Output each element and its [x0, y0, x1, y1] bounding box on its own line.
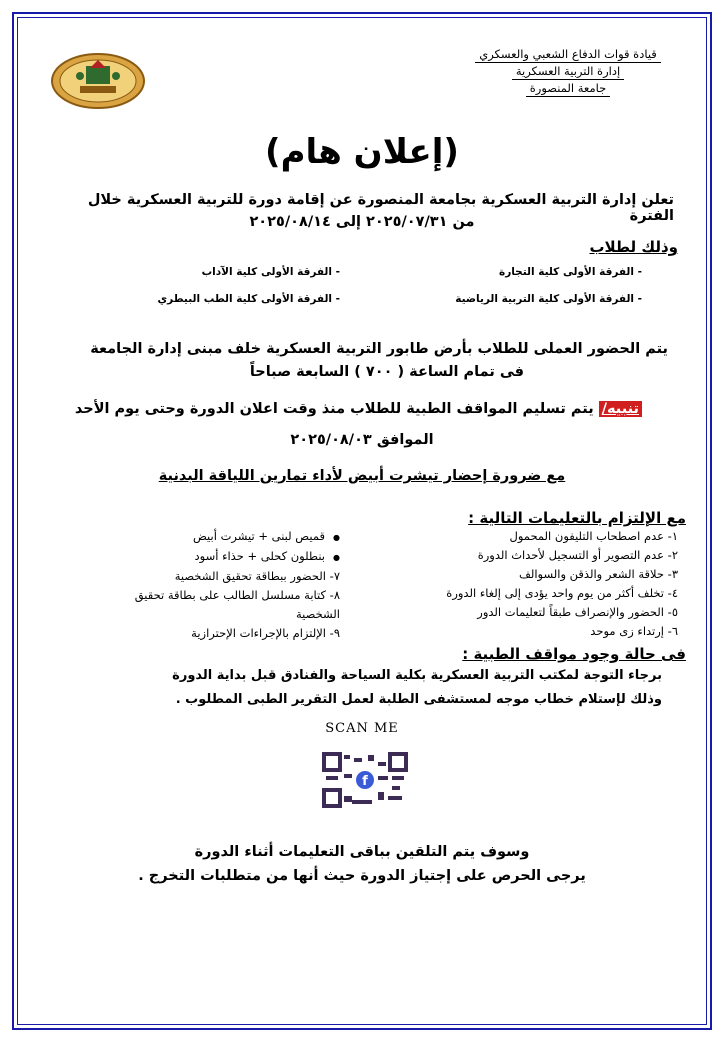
footer-line: يرجى الحرص على إجتياز الدورة حيث أنها من متطلبات التخرج .: [138, 868, 586, 884]
header-line: إدارة التربية العسكرية: [512, 63, 624, 80]
medical-line: برجاء التوجة لمكتب التربية العسكرية بكلية السياحة والفنادق قبل بداية الدورة: [172, 668, 662, 683]
warning-label: تنبيه/: [599, 401, 642, 417]
uniform-item: ● بنطلون كحلى + حذاء أسود: [100, 547, 340, 567]
student-group: - الفرقة الأولى كلية الطب البيطري: [157, 293, 340, 305]
student-group: - الفرقة الأولى كلية التجارة: [499, 266, 642, 278]
footer-line: وسوف يتم التلقين بباقى التعليمات أثناء الدورة: [194, 844, 530, 860]
course-dates: من ٢٠٢٥/٠٧/٣١ إلى ٢٠٢٥/٠٨/١٤: [249, 214, 475, 230]
instruction-item: ٩- الإلتزام بالإجراءات الإحترازية: [191, 626, 340, 640]
student-group: - الفرقة الأولى كلية التربية الرياضية: [455, 293, 642, 305]
instruction-item: ٤- تخلف أكثر من يوم واحد يؤدى إلى إلغاء الدورة: [446, 586, 678, 600]
warning-date: الموافق ٢٠٢٥/٠٨/٠٣: [290, 432, 434, 448]
instructions-left-list: [100, 527, 340, 643]
medical-line: وذلك لإستلام خطاب موجه لمستشفى الطلبة لعمل التقرير الطبى المطلوب .: [175, 692, 662, 707]
attendance-time: فى تمام الساعة ( ٧٠٠ ) السابعة صباحاً: [249, 364, 524, 380]
qr-code-facebook-icon[interactable]: [322, 752, 408, 808]
header-line: جامعة المنصورة: [526, 80, 610, 97]
instruction-item: ٦- إرتداء زى موحد: [590, 624, 678, 638]
intro-line: تعلن إدارة التربية العسكرية بجامعة المنصورة عن إقامة دورة للتربية العسكرية خلال الفترة: [87, 192, 674, 224]
uniform-item: ● قميص لبنى + تيشرت أبيض: [100, 527, 340, 547]
instruction-item: ٧- الحضور ببطاقة تحقيق الشخصية: [174, 569, 340, 583]
instruction-item: ١- عدم اصطحاب التليفون المحمول: [509, 529, 678, 543]
students-heading: وذلك لطلاب: [589, 238, 678, 256]
scan-me-label: SCAN ME: [325, 721, 399, 736]
university-emblem-logo: [50, 52, 146, 110]
student-group: - الفرقة الأولى كلية الآداب: [201, 266, 340, 278]
instructions-heading: مع الإلتزام بالتعليمات التالية :: [468, 509, 686, 527]
page-title: (إعلان هام): [265, 132, 459, 172]
svg-text:f: f: [362, 774, 368, 789]
header-block: [458, 46, 678, 97]
medical-heading: فى حالة وجود مواقف الطبية :: [462, 645, 686, 663]
attendance-line: يتم الحضور العملى للطلاب بأرض طابور التربية العسكرية خلف مبنى إدارة الجامعة: [90, 341, 668, 357]
instruction-item: ٢- عدم التصوير أو التسجيل لأحداث الدورة: [477, 548, 678, 562]
tshirt-note: مع ضرورة إحضار تيشرت أبيض لأداء تمارين اللياقة البدنية: [158, 468, 566, 484]
instruction-item: ٣- حلاقة الشعر والذقن والسوالف: [518, 567, 678, 581]
instruction-item: ٥- الحضور والإنصراف طبقاً لتعليمات الدور: [477, 605, 678, 619]
warning-text: يتم تسليم المواقف الطبية للطلاب منذ وقت اعلان الدورة وحتى يوم الأحد: [74, 401, 599, 417]
instruction-item: ٨- كتابة مسلسل الطالب على بطاقة تحقيق الشخصية: [134, 588, 340, 621]
header-line: قيادة قوات الدفاع الشعبي والعسكري: [475, 46, 661, 63]
warning-line: [75, 401, 642, 417]
instructions-right-list: [418, 527, 678, 641]
